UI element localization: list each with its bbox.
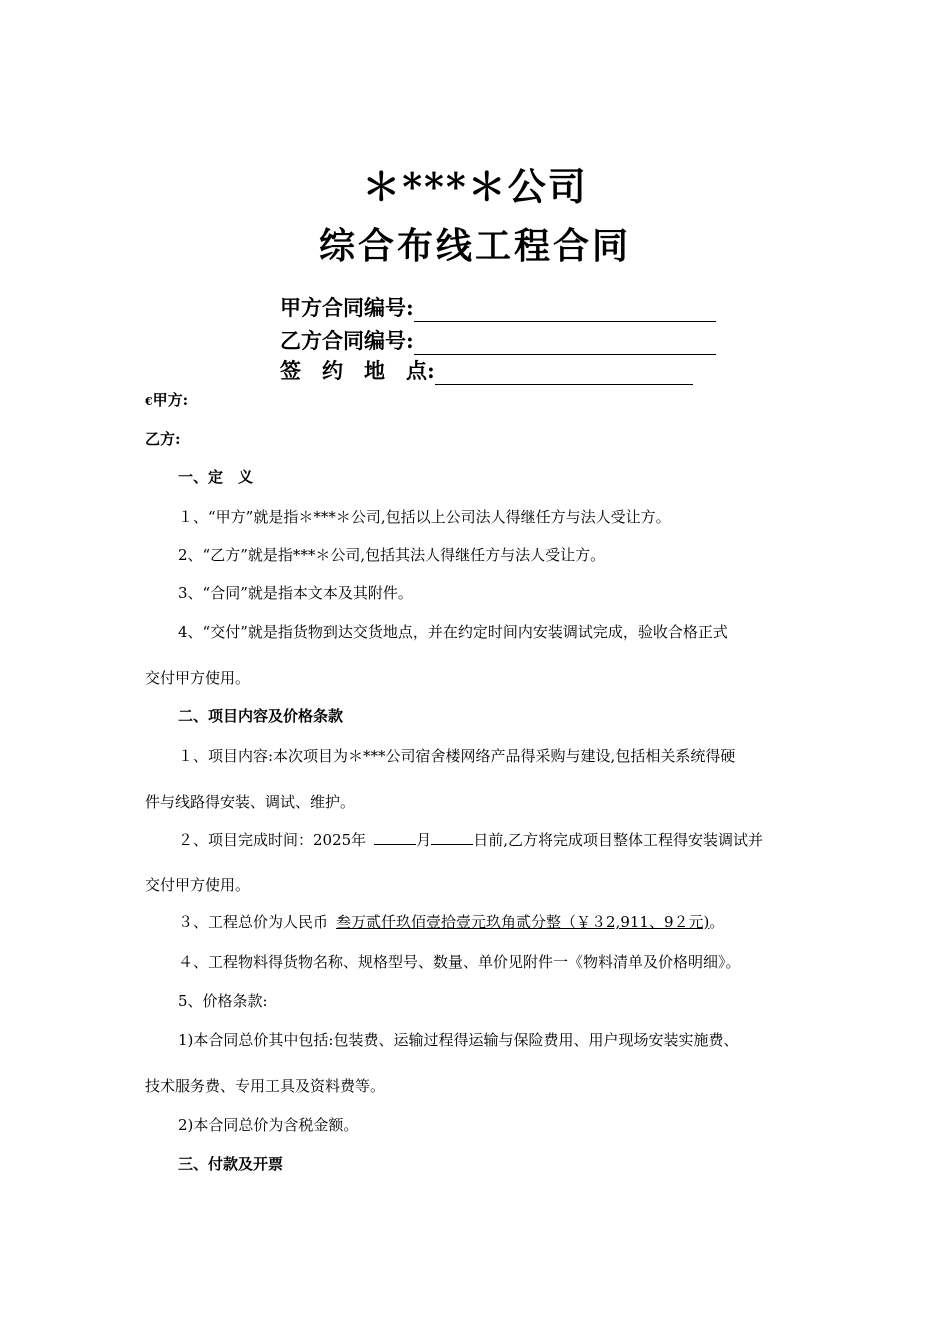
party-b-label: 乙方: xyxy=(145,430,181,448)
price-terms-1-line-1: 1)本合同总价其中包括:包装费、运输过程得运输与保险费用、用户现场安装实施费、 xyxy=(178,1031,739,1049)
section-2-title: 二、项目内容及价格条款 xyxy=(178,707,344,725)
completion-time-line-1 xyxy=(178,829,763,850)
signing-place-blank xyxy=(435,362,693,385)
price-terms-2: 2)本合同总价为含税金额。 xyxy=(178,1116,359,1134)
definition-1: １、“甲方”就是指＊***＊公司,包括以上公司法人得继任方与法人受让方。 xyxy=(178,508,671,526)
price-terms-title: 5、价格条款: xyxy=(178,992,268,1010)
price-terms-1-line-2: 技术服务费、专用工具及资料费等。 xyxy=(145,1077,386,1095)
definition-2: 2、“乙方”就是指***＊公司,包括其法人得继任方与法人受让方。 xyxy=(178,546,606,564)
project-content-line-1: １、项目内容:本次项目为＊***公司宿舍楼网络产品得采购与建设,包括相关系统得硬 xyxy=(178,747,736,765)
party-b-contract-no xyxy=(280,325,716,355)
signing-place-label: 签 约 地 点: xyxy=(280,358,435,383)
materials-clause: ４、工程物料得货物名称、规格型号、数量、单价见附件一《物料清单及价格明细》。 xyxy=(178,953,741,971)
company-title: ＊***＊公司 xyxy=(362,164,588,209)
month-label: 月 xyxy=(416,831,432,849)
party-b-contract-no-blank xyxy=(414,332,716,355)
party-a-line xyxy=(145,389,188,410)
party-a-contract-no-blank xyxy=(414,299,716,322)
section-1-title: 一、定 义 xyxy=(178,468,254,486)
month-blank xyxy=(374,830,416,845)
completion-time-line-2: 交付甲方使用。 xyxy=(145,876,251,894)
party-a-contract-no xyxy=(280,292,716,322)
completion-time-suffix: 日前,乙方将完成项目整体工程得安装调试并 xyxy=(473,831,763,849)
day-blank xyxy=(431,830,473,845)
signing-place xyxy=(280,355,693,385)
party-a-contract-no-label: 甲方合同编号: xyxy=(280,295,414,320)
completion-time-prefix: ２、项目完成时间：2025年 xyxy=(178,831,367,849)
definition-4-line-1: 4、“交付”就是指货物到达交货地点，并在约定时间内安装调试完成，验收合格正式 xyxy=(178,623,728,641)
total-price-suffix: 。 xyxy=(709,913,725,931)
contract-title: 综合布线工程合同 xyxy=(318,225,631,267)
project-content-line-2: 件与线路得安装、调试、维护。 xyxy=(145,793,356,811)
total-price-prefix: ３、工程总价为人民币 xyxy=(178,913,329,931)
definition-3: 3、“合同”就是指本文本及其附件。 xyxy=(178,584,413,602)
total-price-amount: 叁万贰仟玖佰壹拾壹元玖角贰分整（￥３2,911、9２元) xyxy=(336,913,710,931)
section-3-title: 三、付款及开票 xyxy=(178,1155,284,1173)
total-price xyxy=(178,911,724,932)
party-b-contract-no-label: 乙方合同编号: xyxy=(280,328,414,353)
definition-4-line-2: 交付甲方使用。 xyxy=(145,669,251,687)
party-a-mark: € xyxy=(145,395,153,408)
party-a-label: 甲方: xyxy=(152,391,189,409)
